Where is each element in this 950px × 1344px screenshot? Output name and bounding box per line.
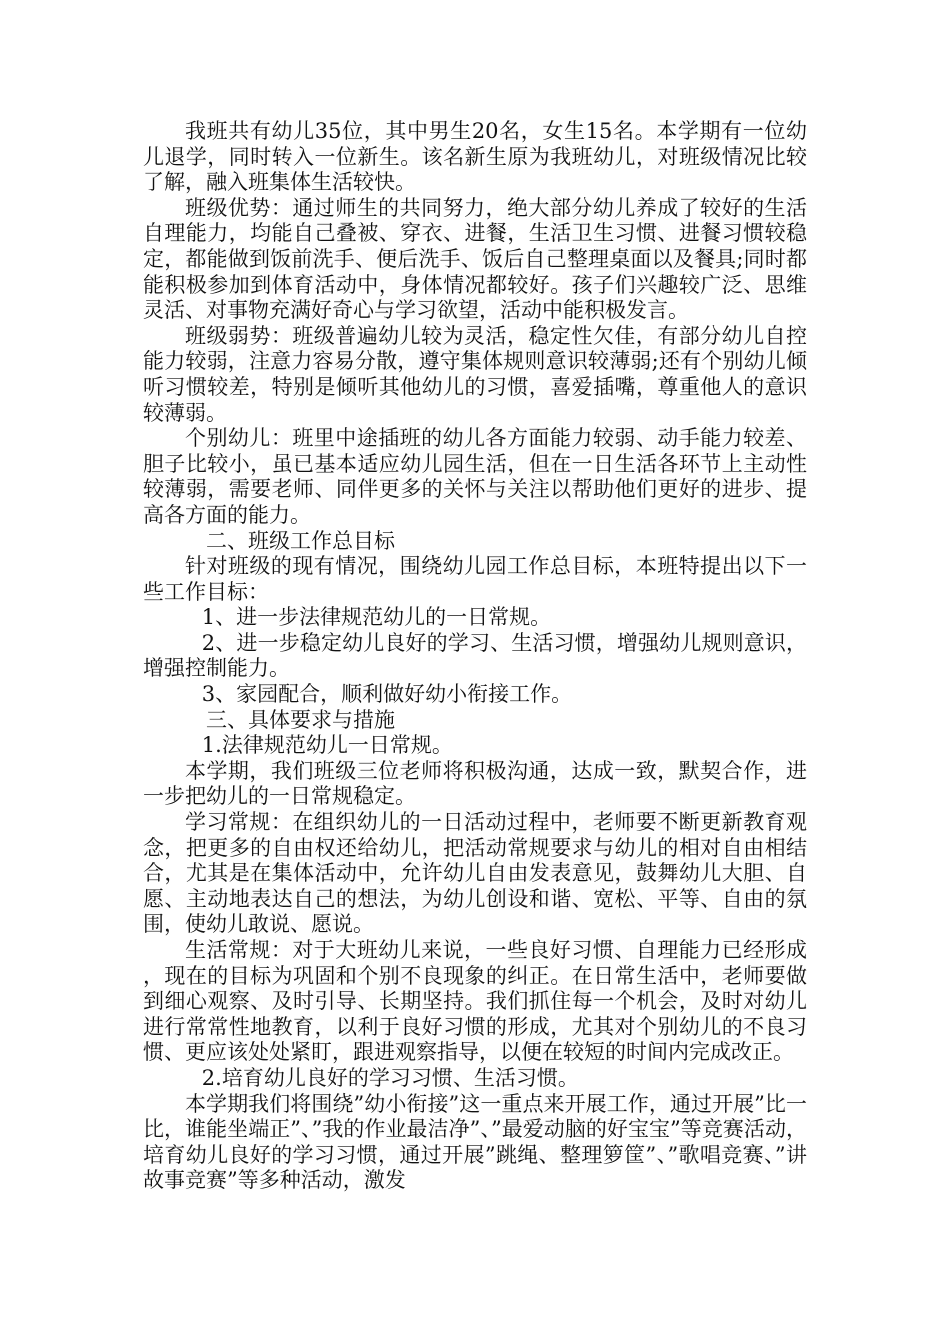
subheading-good-habits: 2.培育幼儿良好的学习习惯、生活习惯。 [201, 1065, 579, 1090]
paragraph-teacher-cooperation: 本学期，我们班级三位老师将积极沟通，达成一致，默契合作，进一步把幼儿的一日常规稳定。 [143, 758, 807, 809]
document-body [143, 119, 807, 1194]
paragraph-living-routine: 生活常规：对于大班幼儿来说，一些良好习惯、自理能力已经形成，现在的目标为巩固和个别不良现象的纠正。在日常生活中，老师要做到细心观察、及时引导、长期坚持。我们抓住每一个机会，及时对幼儿进行常常性地教育，以利于良好习惯的形成，尤其对个别幼儿的不良习惯、更应该处处紧盯，跟进观察指导，以便在较短的时间内完成改正。 [143, 938, 807, 1065]
list-item-goal-3: 3、家园配合，顺利做好幼小衔接工作。 [201, 682, 573, 707]
paragraph-class-strengths: 班级优势：通过师生的共同努力，绝大部分幼儿养成了较好的生活自理能力，均能自己叠被、穿衣、进餐，生活卫生习惯、进餐习惯较稳定，都能做到饭前洗手、便后洗手、饭后自己整理桌面以及餐具;同时都能积极参加到体育活动中，身体情况都较好。孩子们兴趣较广泛、思维灵活、对事物充满好奇心与学习欲望，活动中能积极发言。 [143, 195, 807, 323]
subheading-daily-routine: 1.法律规范幼儿一日常规。 [201, 733, 453, 758]
section-heading-measures: 三、具体要求与措施 [206, 707, 395, 732]
paragraph-individual-children: 个别幼儿：班里中途插班的幼儿各方面能力较弱、动手能力较差、胆子比较小，虽已基本适应幼儿园生活，但在一日生活各环节上主动性较薄弱，需要老师、同伴更多的关怀与关注以帮助他们更好的进步、提高各方面的能力。 [143, 426, 807, 527]
paragraph-goals-intro: 针对班级的现有情况，围绕幼儿园工作总目标，本班特提出以下一些工作目标： [143, 554, 807, 604]
section-heading-goals: 二、班级工作总目标 [206, 528, 395, 553]
list-item-goal-1: 1、进一步法律规范幼儿的一日常规。 [201, 605, 552, 630]
paragraph-class-overview: 我班共有幼儿35位，其中男生20名，女生15名。本学期有一位幼儿退学，同时转入一位新生。该名新生原为我班幼儿，对班级情况比较了解，融入班集体生活较快。 [143, 119, 807, 195]
paragraph-class-weaknesses: 班级弱势：班级普遍幼儿较为灵活，稳定性欠佳，有部分幼儿自控能力较弱，注意力容易分散，遵守集体规则意识较薄弱;还有个别幼儿倾听习惯较差，特别是倾听其他幼儿的习惯，喜爱插嘴，尊重他人的意识较薄弱。 [143, 323, 807, 425]
paragraph-learning-routine: 学习常规：在组织幼儿的一日活动过程中，老师要不断更新教育观念，把更多的自由权还给幼儿，把活动常规要求与幼儿的相对自由相结合，尤其是在集体活动中，允许幼儿自由发表意见，鼓舞幼儿大胆、自愿、主动地表达自己的想法，为幼儿创设和谐、宽松、平等、自由的氛围，使幼儿敢说、愿说。 [143, 810, 807, 937]
paragraph-transition-activities: 本学期我们将围绕”幼小衔接”这一重点来开展工作，通过开展”比一比，谁能坐端正”、”我的作业最洁净”、”最爱动脑的好宝宝”等竞赛活动，培育幼儿良好的学习习惯，通过开展”跳绳、整理箩筐”、”歌唱竞赛、”讲故事竞赛”等多种活动，激发 [143, 1091, 807, 1193]
list-item-goal-2: 2、进一步稳定幼儿良好的学习、生活习惯，增强幼儿规则意识，增强控制能力。 [143, 630, 807, 681]
